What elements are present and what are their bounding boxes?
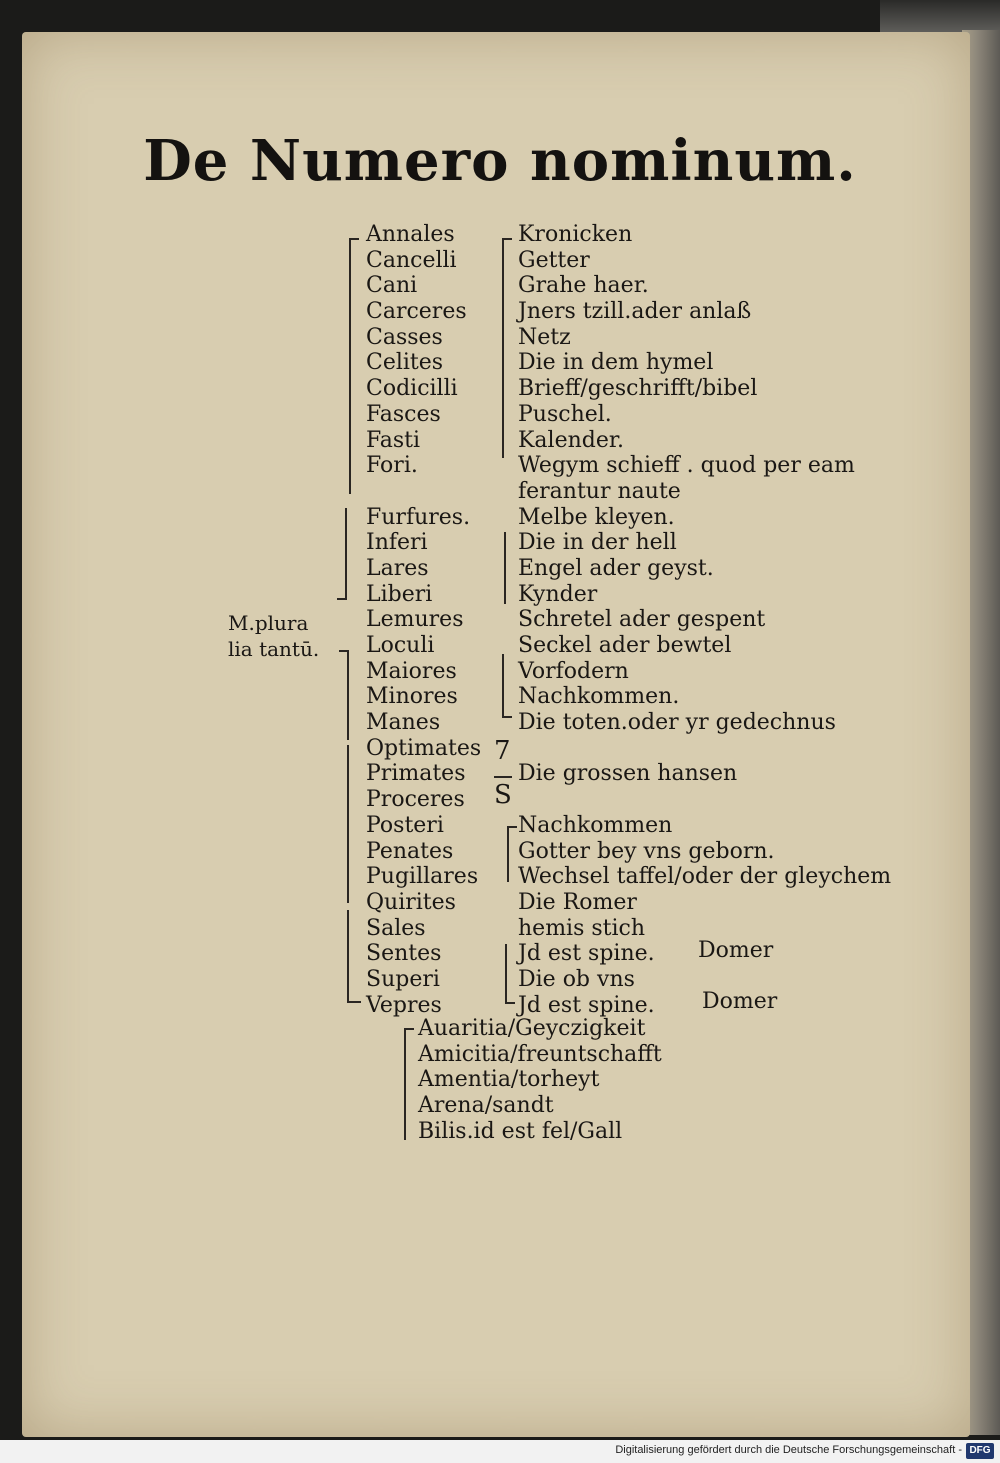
bracket-latin-5 <box>347 910 349 1002</box>
latin-line: Quirites <box>366 889 456 915</box>
bracket-german-2 <box>504 532 506 604</box>
singular-line: Amicitia/freuntschafft <box>418 1041 662 1067</box>
footer-bar <box>0 1440 1000 1463</box>
german-line: Die in dem hymel <box>518 350 714 376</box>
bracket-latin-3 <box>347 650 349 740</box>
bracket-german-1 <box>502 238 504 458</box>
bracket-latin-4 <box>347 745 349 903</box>
german-line: Jd est spine. <box>518 941 655 967</box>
brace-bottom-mark: S <box>494 780 512 810</box>
brace-top-mark: 7 <box>494 736 511 766</box>
latin-line: Posteri <box>366 812 444 838</box>
german-line: Getter <box>518 247 590 273</box>
latin-line: Fori. <box>366 453 418 479</box>
domer-note-1: Domer <box>698 938 774 963</box>
german-line: Wechsel taffel/oder der gleychem <box>518 864 892 890</box>
singular-line: Bilis.id est fel/Gall <box>418 1118 623 1144</box>
german-line: Brieff/geschrifft/bibel <box>518 376 758 402</box>
footer-text: Digitalisierung gefördert durch die Deutsche Forschungsgemeinschaft - <box>615 1444 962 1456</box>
german-line <box>518 736 891 762</box>
latin-line: Casses <box>366 324 443 350</box>
german-line: Jd est spine. <box>518 992 655 1018</box>
bracket-german-3-bottom <box>502 716 512 718</box>
latin-line: Vepres <box>366 992 442 1018</box>
german-line: Die toten.oder yr gedechnus <box>518 710 836 736</box>
german-line: Kronicken <box>518 222 633 247</box>
latin-line: Penates <box>366 838 454 864</box>
german-line: Gotter bey vns geborn. <box>518 838 775 864</box>
german-line: Kynder <box>518 581 598 607</box>
bracket-german-3 <box>502 654 504 716</box>
singular-column <box>418 1016 662 1144</box>
german-line: Jners tzill.ader anlaß <box>518 299 752 325</box>
german-line: Nachkommen. <box>518 684 680 710</box>
bracket-singular <box>404 1028 406 1140</box>
bracket-german-4-top <box>507 826 517 828</box>
latin-line: Fasti <box>366 427 421 453</box>
german-line: Wegym schieff . quod per eam <box>518 453 855 479</box>
bracket-german-1-top <box>502 238 512 240</box>
german-line: Netz <box>518 324 571 350</box>
german-line: Schretel ader gespent <box>518 607 766 633</box>
latin-line: Loculi <box>366 633 435 658</box>
latin-line: Primates <box>366 761 466 787</box>
latin-line: Furfures. <box>366 504 471 530</box>
singular-line: Amentia/torheyt <box>418 1067 600 1093</box>
latin-line <box>366 479 481 505</box>
latin-line: Pugillares <box>366 864 479 890</box>
side-label-2: lia tantū. <box>228 637 320 661</box>
german-column <box>518 222 891 1018</box>
german-line: Puschel. <box>518 401 612 427</box>
german-line: Die grossen hansen <box>518 761 738 787</box>
bracket-latin-5-bottom <box>347 1001 361 1003</box>
latin-line: Superi <box>366 966 440 992</box>
latin-line: Optimates <box>366 735 482 761</box>
dfg-logo: DFG <box>966 1443 994 1459</box>
latin-line: Cancelli <box>366 247 457 273</box>
german-line: Die Romer <box>518 889 637 915</box>
latin-line: Cani <box>366 273 418 299</box>
latin-line: Minores <box>366 684 458 710</box>
latin-line: Codicilli <box>366 376 458 402</box>
latin-line: Celites <box>366 350 444 376</box>
latin-line: Carceres <box>366 299 467 325</box>
german-line: hemis stich <box>518 915 646 941</box>
brace-connector <box>494 776 512 778</box>
bracket-latin-1 <box>349 238 351 494</box>
latin-line: Lemures <box>366 607 464 633</box>
german-line: Grahe haer. <box>518 273 649 299</box>
bracket-german-4 <box>507 826 509 882</box>
latin-line: Sales <box>366 915 426 941</box>
german-line: Melbe kleyen. <box>518 504 675 530</box>
latin-line: Sentes <box>366 941 442 967</box>
german-line: Die in der hell <box>518 530 677 556</box>
latin-column <box>366 222 481 1018</box>
domer-note-2: Domer <box>702 989 778 1014</box>
bracket-singular-top <box>404 1028 414 1030</box>
german-line: Kalender. <box>518 427 624 453</box>
german-line: Die ob vns <box>518 966 635 992</box>
latin-line: Manes <box>366 710 441 736</box>
latin-line: Proceres <box>366 787 465 813</box>
bracket-latin-3-top <box>339 650 349 652</box>
bracket-latin-1-top <box>349 238 359 240</box>
german-line: ferantur naute <box>518 478 681 504</box>
page-title: De Numero nominum. <box>143 128 857 194</box>
side-label-1: M.plura <box>228 611 309 635</box>
latin-line: Annales <box>366 222 455 247</box>
latin-line: Liberi <box>366 581 433 607</box>
bracket-latin-2-bottom <box>337 598 347 600</box>
german-line: Nachkommen <box>518 812 673 838</box>
german-line: Engel ader geyst. <box>518 555 714 581</box>
german-line <box>518 787 891 813</box>
bracket-german-5 <box>505 944 507 1004</box>
bracket-german-5-bottom <box>505 1002 515 1004</box>
latin-line: Inferi <box>366 530 428 556</box>
bracket-latin-2 <box>345 508 347 600</box>
german-line: Seckel ader bewtel <box>518 633 732 658</box>
latin-line: Fasces <box>366 401 441 427</box>
latin-line: Maiores <box>366 658 457 684</box>
german-line: Vorfodern <box>518 658 629 684</box>
singular-line: Auaritia/Geyczigkeit <box>418 1016 646 1041</box>
singular-line: Arena/sandt <box>418 1093 554 1119</box>
latin-line: Lares <box>366 555 429 581</box>
